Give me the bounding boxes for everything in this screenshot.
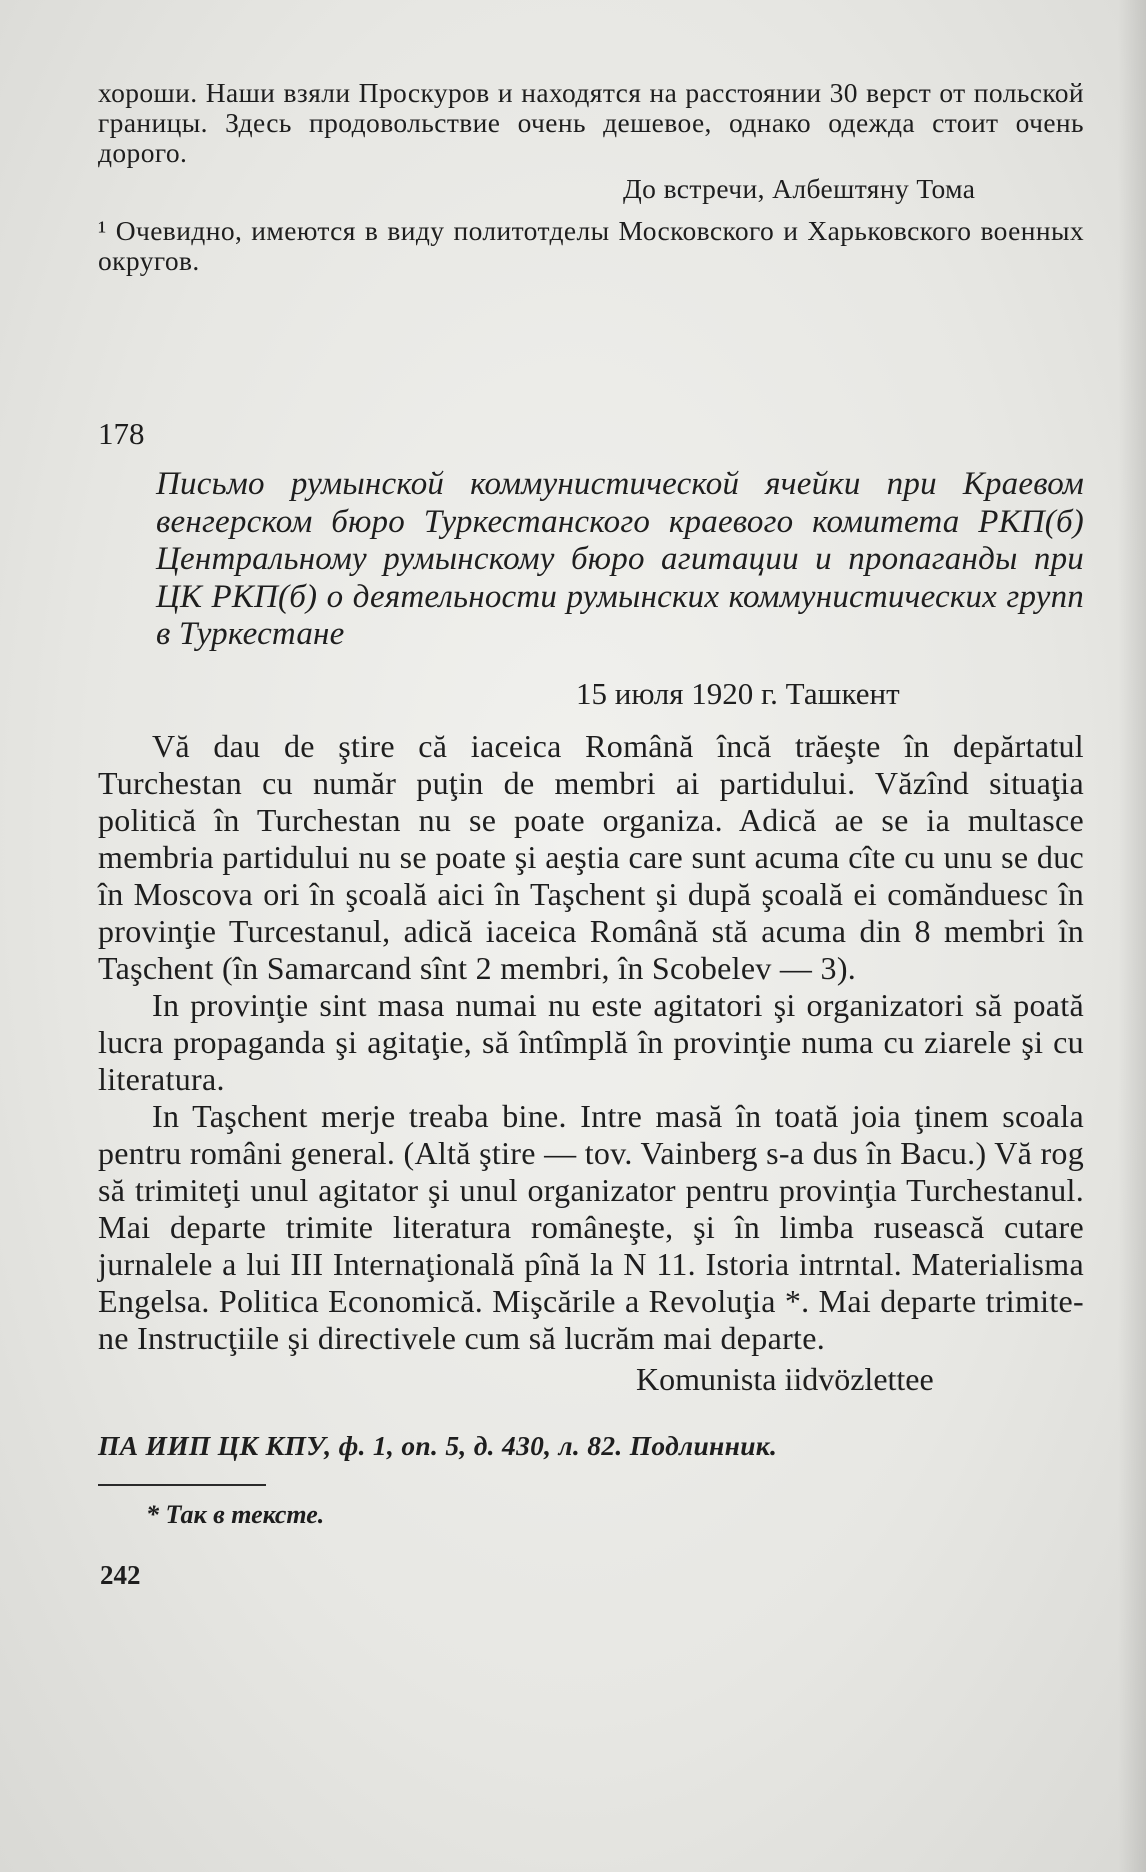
archive-source: ПА ИИП ЦК КПУ, ф. 1, оп. 5, д. 430, л. 82. Подлинник. (98, 1429, 778, 1461)
previous-document-text: хороши. Наши взяли Проскуров и находятся на расстоянии 30 верст от польской границы. Здесь продовольствие очень дешевое, однако одежда стоит очень дорого. (98, 77, 1084, 168)
letter-paragraph-3: In Taşchent merje treaba bine. Intre masă în toată joia ţinem scoala pentru români general. (Altă ştire — tov. Vainberg s-a dus în Bacu.) Vă rog să trimiteţi unul agitator şi unul organizator pentru provinţia Turchestanul. Mai departe trimite literatura româneşte, şi în limba rusească cutare jurnalele a lui III Internaţională pînă la N 11. Istoria intrntal. Materialisma Engelsa. Politica Economică. Mişcările a Revoluţia *. Mai departe trimite-ne Instrucţiile şi directivele cum să lucrăm mai departe. (98, 1097, 1084, 1356)
footnote: * Так в тексте. (146, 1499, 325, 1529)
letter-paragraph-1: Vă dau de ştire că iaceica Română încă trăeşte în depărtatul Turchestan cu număr puţin de membri ai partidului. Văzînd situaţia politică în Turchestan nu se poate organiza. Adică ae se ia multasce membria partidului nu se poate şi aeştia care sunt acuma cîte cu unu se duc în Moscova ori în şcoală aici în Taşchent şi după şcoală ei comănduesc în provinţie Turcestanul, adică iaceica Română stă acuma din 8 membri în Taşchent (în Samarcand sînt 2 membri, în Scobelev — 3). (98, 727, 1084, 986)
document-number: 178 (98, 416, 145, 451)
letter-paragraph-2: In provinţie sint masa numai nu este agitatori şi organizatori să poată lucra propaganda şi agitaţie, să întîmplă în provinţie numa cu ziarele şi cu literatura. (98, 986, 1084, 1097)
previous-document-footnote: ¹ Очевидно, имеются в виду политотделы Московского и Харьковского военных округов. (98, 215, 1084, 276)
document-date-place: 15 июля 1920 г. Ташкент (576, 675, 900, 711)
letter-signature: Komunista iidvözlettee (636, 1360, 934, 1397)
page-content (98, 78, 1084, 1590)
page-edge-shadow (1118, 0, 1146, 1872)
previous-document-signature: До встречи, Албештяну Тома (623, 173, 976, 204)
letter-body (98, 728, 1084, 1357)
footnote-divider (98, 1484, 266, 1486)
document-title: Письмо румынской коммунистической ячейки при Краевом венгерском бюро Туркестанского краевого комитета РКП(б) Центральному румынскому бюро агитации и пропаганды при ЦК РКП(б) о деятельности румынских коммунистических групп в Туркестане (156, 466, 1084, 652)
page-number: 242 (100, 1559, 141, 1590)
